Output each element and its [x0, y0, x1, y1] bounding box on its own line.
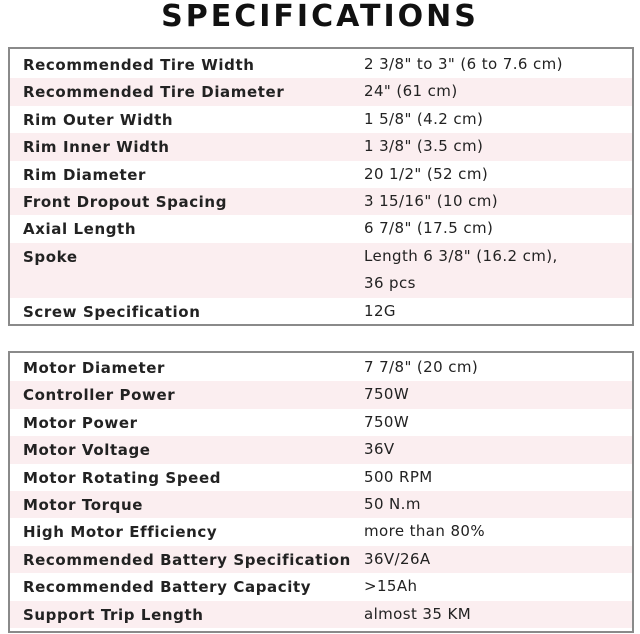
spec-value — [364, 243, 558, 297]
spec-label: Spoke — [23, 247, 78, 266]
spec-row-rotating-speed — [10, 464, 632, 491]
spec-row-front-dropout — [10, 188, 632, 215]
spec-label: High Motor Efficiency — [23, 523, 218, 542]
spec-value: 2 3/8" to 3" (6 to 7.6 cm) — [364, 55, 563, 73]
spec-label: Recommended Tire Diameter — [23, 83, 285, 102]
spec-value: 1 5/8" (4.2 cm) — [364, 109, 484, 128]
spec-row-rim-inner-width — [10, 133, 632, 160]
spec-value-line: Length 6 3/8" (16.2 cm), — [364, 246, 558, 265]
spec-value: 50 N.m — [364, 494, 421, 513]
spec-row-screw — [10, 298, 632, 325]
spec-value-line: 36 pcs — [364, 273, 416, 292]
spec-value: 3 15/16" (10 cm) — [364, 191, 499, 210]
spec-row-motor-torque — [10, 491, 632, 518]
spec-row-axial-length — [10, 215, 632, 242]
spec-label: Motor Power — [23, 413, 138, 432]
spec-label: Motor Voltage — [23, 441, 151, 460]
spec-label: Recommended Battery Capacity — [23, 578, 312, 597]
spec-label: Motor Diameter — [23, 359, 165, 377]
spec-row-motor-voltage — [10, 436, 632, 463]
spec-row-tire-diameter — [10, 78, 632, 105]
spec-label: Controller Power — [23, 386, 176, 405]
spec-value: almost 35 KM — [364, 604, 472, 623]
spec-row-tire-width — [10, 51, 632, 78]
spec-row-rim-diameter — [10, 161, 632, 188]
wheel-spec-table — [8, 47, 634, 326]
spec-label: Axial Length — [23, 220, 137, 239]
spec-row-rim-outer-width — [10, 106, 632, 133]
spec-label: Motor Torque — [23, 495, 144, 514]
spec-row-spoke — [10, 243, 632, 298]
spec-value: more than 80% — [364, 522, 486, 541]
spec-value: 12G — [364, 301, 396, 320]
spec-label: Screw Specification — [23, 302, 201, 321]
spec-label: Rim Inner Width — [23, 138, 170, 157]
spec-label: Motor Rotating Speed — [23, 468, 222, 487]
spec-value: >15Ah — [364, 577, 418, 596]
motor-spec-table — [8, 351, 634, 633]
spec-value: 7 7/8" (20 cm) — [364, 358, 479, 376]
spec-label: Rim Outer Width — [23, 110, 174, 129]
spec-label: Rim Diameter — [23, 165, 147, 184]
spec-label: Front Dropout Spacing — [23, 192, 228, 211]
spec-label: Recommended Battery Specification — [23, 550, 351, 569]
spec-row-motor-diameter — [10, 354, 632, 381]
spec-value: 750W — [364, 385, 410, 404]
spec-value: 6 7/8" (17.5 cm) — [364, 219, 494, 238]
spec-label: Recommended Tire Width — [23, 56, 255, 74]
page-title: SPECIFICATIONS — [161, 0, 479, 34]
spec-value: 36V/26A — [364, 549, 431, 568]
spec-value: 36V — [364, 440, 395, 459]
spec-value: 24" (61 cm) — [364, 82, 458, 101]
spec-value: 20 1/2" (52 cm) — [364, 164, 489, 183]
spec-row-motor-power — [10, 409, 632, 436]
spec-row-battery-spec — [10, 546, 632, 573]
spec-row-trip-length — [10, 601, 632, 628]
spec-row-battery-capacity — [10, 573, 632, 600]
spec-value: 500 RPM — [364, 467, 433, 486]
spec-value: 1 3/8" (3.5 cm) — [364, 137, 484, 156]
spec-label: Support Trip Length — [23, 605, 204, 624]
spec-value: 750W — [364, 412, 410, 431]
spec-row-motor-efficiency — [10, 518, 632, 545]
spec-row-controller-power — [10, 381, 632, 408]
